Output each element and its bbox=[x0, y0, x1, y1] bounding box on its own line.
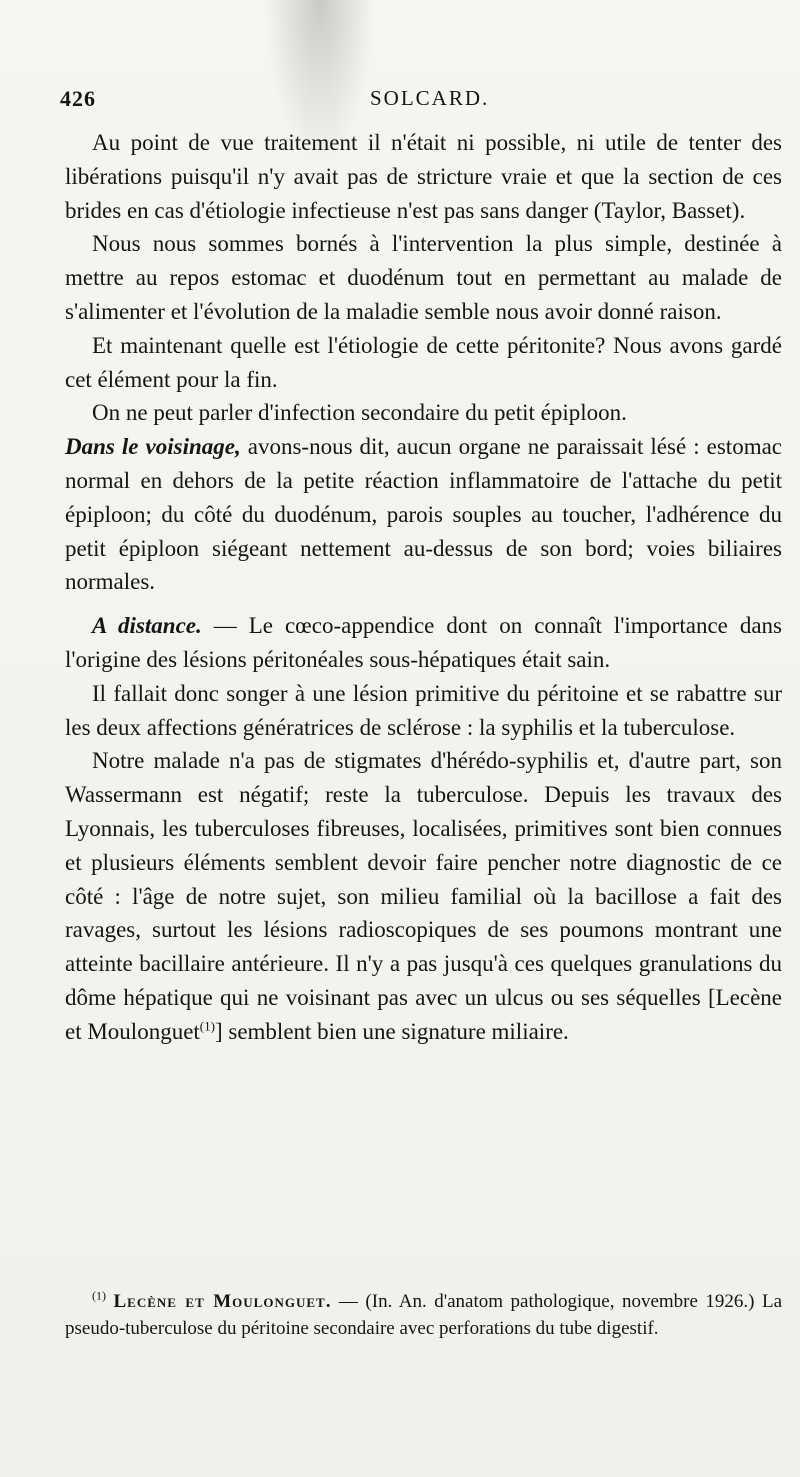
section-label: Dans le voisinage, bbox=[65, 434, 241, 460]
footnote-mark: (1) bbox=[92, 1288, 106, 1303]
paragraph: On ne peut parler d'infection secondaire du petit épiploon. bbox=[92, 400, 627, 426]
paragraph-text: Notre malade n'a pas de stigmates d'hérédo-syphilis et, d'autre part, son Wassermann est négatif; reste la tuberculose. Depuis les travaux des Lyonnais, les tuberculoses fibreuses, localisées, primitives sont bien connues et plusieurs éléments semblent devoir faire pencher notre diagnostic de ce côté : l'âge de notre sujet, son milieu familial où la bacillose a fait des ravages, surtout les lésions radioscopiques de ses poumons montrant une atteinte bacillaire antérieure. Il n'y a pas jusqu'à ces quelques granulations du dôme hépatique qui ne voisinant pas avec un ulcus ou ses séquelles [Lecène et Moulonguet bbox=[65, 748, 782, 1044]
paragraph-text-end: ] semblent bien une signature miliaire. bbox=[214, 1018, 569, 1044]
paragraph bbox=[65, 609, 782, 677]
footnote bbox=[65, 1288, 782, 1342]
page-number: 426 bbox=[60, 86, 96, 111]
running-head: SOLCARD. bbox=[370, 86, 490, 110]
footnote-text bbox=[65, 1288, 782, 1342]
footnote-body: — (In. An. d'anatom pathologique, novembre 1926.) La pseudo-tuberculose du péritoine secondaire avec perforations du tube digestif. bbox=[65, 1291, 783, 1339]
paragraph bbox=[65, 744, 782, 1048]
footnote-authors: Lecène et Moulonguet. bbox=[113, 1291, 332, 1312]
section-label: A distance. bbox=[92, 613, 202, 639]
paragraph-text: avons-nous dit, aucun organe ne paraissait lésé : estomac normal en dehors de la petite réaction inflammatoire de l'attache du petit épiploon; du côté du duodénum, parois souples au toucher, l'adhérence du petit épiploon siégeant nettement au-dessus de son bord; voies biliaires normales. bbox=[65, 434, 782, 595]
page-header bbox=[60, 86, 740, 116]
paragraph-text: — Le cœco-appendice dont on connaît l'importance dans l'origine des lésions péritonéales sous-hépatiques était sain. bbox=[65, 613, 783, 672]
paragraph: Il fallait donc songer à une lésion primitive du péritoine et se rabattre sur les deux affections génératrices de sclérose : la syphilis et la tuberculose. bbox=[65, 680, 782, 740]
body-text bbox=[65, 126, 782, 1049]
paragraph bbox=[65, 430, 782, 599]
paragraph: Nous nous sommes bornés à l'intervention la plus simple, destinée à mettre au repos estomac et duodénum tout en permettant au malade de s'alimenter et l'évolution de la maladie semble nous avoir donné raison. bbox=[65, 231, 782, 324]
footnote-reference: (1) bbox=[199, 1018, 215, 1034]
paragraph: Et maintenant quelle est l'étiologie de cette péritonite? Nous avons gardé cet élément pour la fin. bbox=[65, 332, 782, 392]
paragraph: Au point de vue traitement il n'était ni possible, ni utile de tenter des libérations puisqu'il n'y avait pas de stricture vraie et que la section de ces brides en cas d'étiologie infectieuse n'est pas sans danger (Taylor, Basset). bbox=[65, 130, 782, 223]
